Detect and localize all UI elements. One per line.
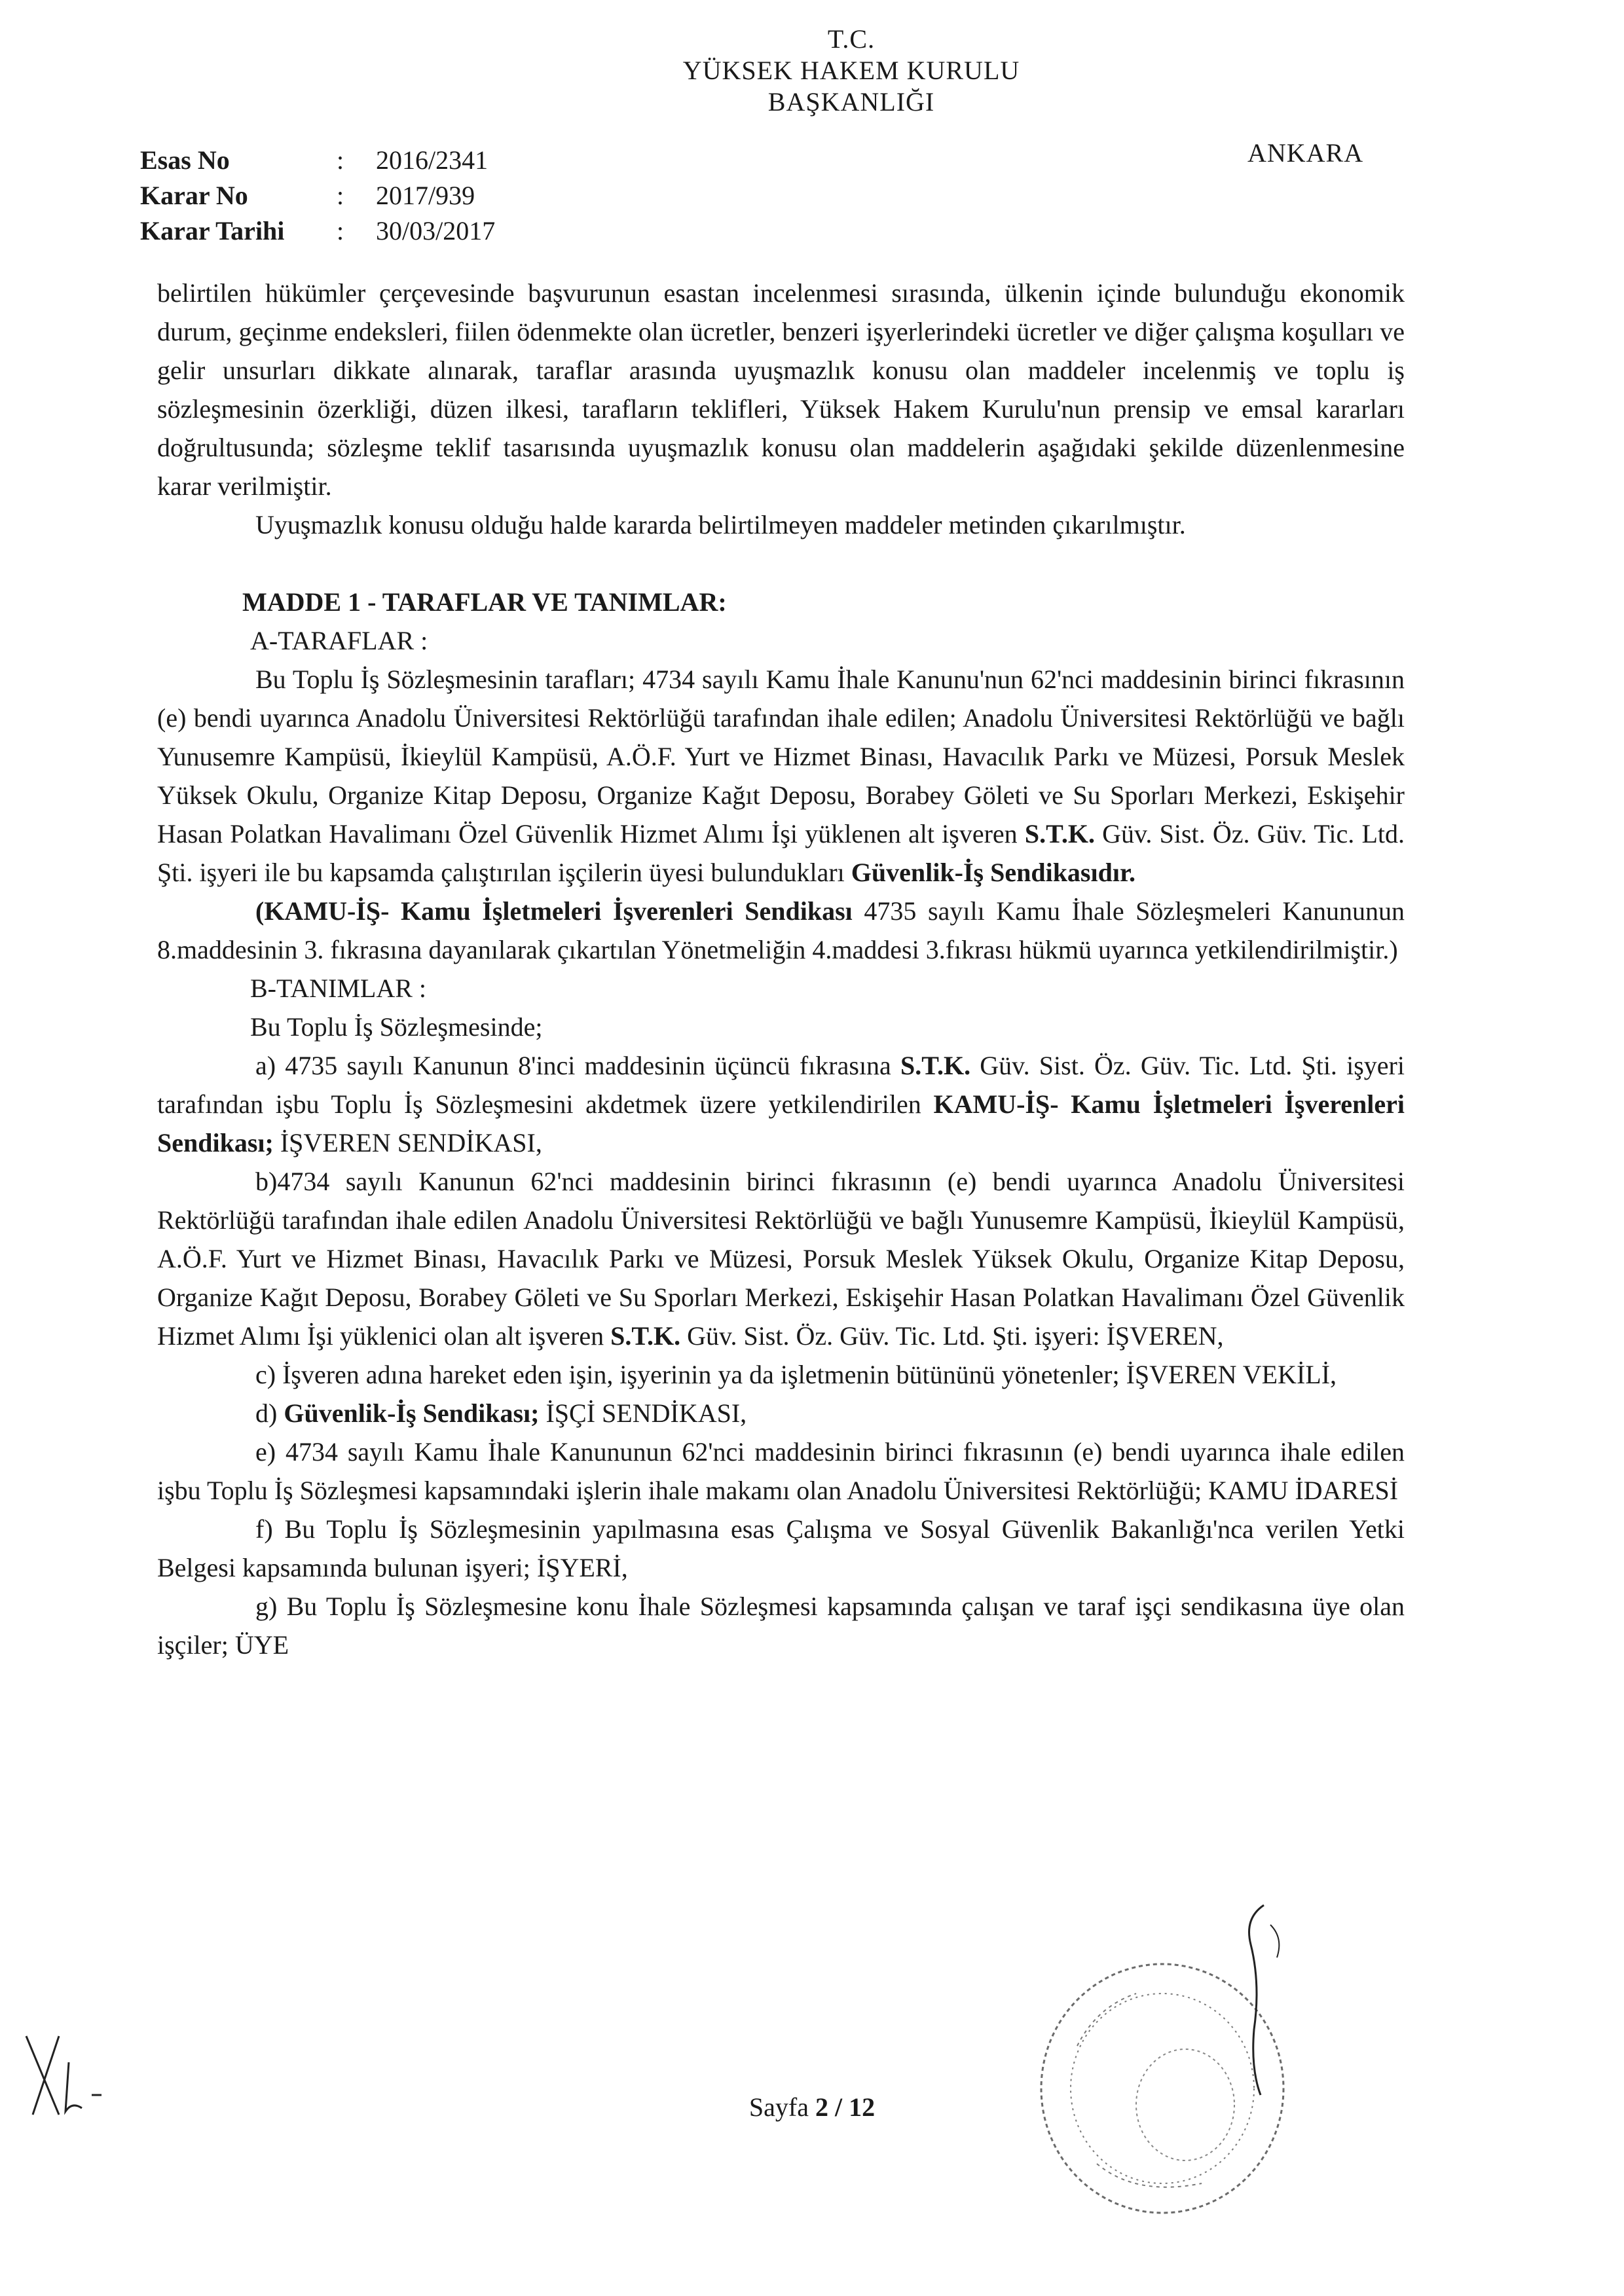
section-a-heading: A-TARAFLAR : xyxy=(250,626,428,655)
meta-row-karar xyxy=(140,178,495,213)
definition-c: c) İşveren adına hareket eden işin, işyerinin ya da işletmenin bütününü yönetenler; İŞVEREN VEKİLİ, xyxy=(255,1360,1337,1389)
definition-b-term: Güv. Sist. Öz. Güv. Tic. Ltd. Şti. işyeri: İŞVEREN, xyxy=(687,1321,1224,1351)
meta-colon: : xyxy=(337,181,344,210)
definitions-intro: Bu Toplu İş Sözleşmesinde; xyxy=(250,1012,543,1042)
definition-b xyxy=(157,1162,1405,1355)
definition-g: g) Bu Toplu İş Sözleşmesine konu İhale Sözleşmesi kapsamında çalışan ve taraf işçi sendikasına üye olan işçiler; ÜYE xyxy=(157,1592,1405,1660)
definition-a-text-2: Güv. Sist. Öz. Güv. Tic. Ltd. Şti. işyeri tarafından işbu Toplu İş Sözleşmesini akdetmek üzere yetkilendirilen xyxy=(157,1051,1405,1119)
employer-union-bold: (KAMU-İŞ- Kamu İşletmeleri İşverenleri Sendikası xyxy=(255,896,853,926)
article-heading: MADDE 1 - TARAFLAR VE TANIMLAR: xyxy=(242,587,727,617)
header-line-institution: YÜKSEK HAKEM KURULU xyxy=(682,56,1020,85)
document-body xyxy=(157,274,1405,1664)
meta-colon: : xyxy=(337,145,344,175)
definition-d-prefix: d) xyxy=(255,1398,278,1428)
union-name-bold: Güvenlik-İş Sendikası; xyxy=(284,1398,540,1428)
meta-row-esas xyxy=(140,143,495,178)
header-line-tc: T.C. xyxy=(827,24,876,54)
definition-d-term: İŞÇİ SENDİKASI, xyxy=(545,1398,747,1428)
section-b-heading: B-TANIMLAR : xyxy=(250,974,427,1003)
definition-b-text: b)4734 sayılı Kanunun 62'nci maddesinin birinci fıkrasının (e) bendi uyarınca Anadolu Üniversitesi Rektörlüğü tarafından ihale edilen Anadolu Üniversitesi Rektörlüğü ve bağlı Yunusemre Kampüsü, İkieylül Kampüsü, A.Ö.F. Yurt ve Hizmet Binası, Havacılık Parkı ve Müzesi, Porsuk Meslek Yüksek Okulu, Organize Kitap Deposu, Organize Kağıt Deposu, Borabey Göleti ve Su Sporları Merkezi, Eskişehir Hasan Polatkan Havalimanı Özel Güvenlik Hizmet Alımı İşi yüklenici olan alt işveren xyxy=(157,1167,1405,1351)
signature-mark-icon xyxy=(1225,1899,1297,2108)
tarih-label: Karar Tarihi xyxy=(140,216,285,246)
handwritten-signature-icon xyxy=(13,2023,105,2121)
stk-bold: S.T.K. xyxy=(900,1051,971,1080)
definition-e: e) 4734 sayılı Kamu İhale Kanununun 62'nci maddesinin birinci fıkrasının (e) bendi uyarınca ihale edilen işbu Toplu İş Sözleşmesi kapsamındaki işlerin ihale makamı olan Anadolu Üniversitesi Rektörlüğü; KAMU İDARESİ xyxy=(157,1437,1405,1505)
definition-a xyxy=(157,1046,1405,1162)
header-line-presidency: BAŞKANLIĞI xyxy=(767,87,935,117)
stk-bold: S.T.K. xyxy=(1024,819,1095,848)
employer-union-paragraph xyxy=(157,892,1405,969)
meta-colon: : xyxy=(337,216,344,246)
parties-paragraph xyxy=(157,660,1405,892)
definition-d xyxy=(157,1394,1405,1432)
case-meta xyxy=(140,143,495,249)
intro-paragraph: belirtilen hükümler çerçevesinde başvurunun esastan incelenmesi sırasında, ülkenin içinde bulunduğu ekonomik durum, geçinme endeksleri, fiilen ödenmekte olan ücretler, benzeri işyerlerindeki ücretler ve diğer çalışma koşulları ve gelir unsurları dikkate alınarak, taraflar arasında uyuşmazlık konusu olan maddeler incelenmiş ve toplu iş sözleşmesinin özerkliği, düzen ilkesi, tarafların teklifleri, Yüksek Hakem Kurulu'nun prensip ve emsal kararları doğrultusunda; sözleşme teklif tasarısında uyuşmazlık konusu olan maddelerin aşağıdaki şekilde düzenlenmesine karar verilmiştir. xyxy=(157,278,1405,501)
employer-union-text: 4735 sayılı Kamu İhale Sözleşmeleri Kanununun 8.maddesinin 3. fıkrasına dayanılarak çıkartılan Yönetmeliğin 4.maddesi 3.fıkrası hükmü uyarınca yetkilendirilmiştir.) xyxy=(157,896,1405,964)
definition-a-term: İŞVEREN SENDİKASI, xyxy=(280,1128,542,1157)
esas-label: Esas No xyxy=(140,145,230,175)
esas-value: 2016/2341 xyxy=(376,145,489,175)
parties-text: Bu Toplu İş Sözleşmesinin tarafları; 4734 sayılı Kamu İhale Kanunu'nun 62'nci maddesinin birinci fıkrasının (e) bendi uyarınca Anadolu Üniversitesi Rektörlüğü tarafından ihale edilen; Anadolu Üniversitesi Rektörlüğü ve bağlı Yunusemre Kampüsü, İkieylül Kampüsü, A.Ö.F. Yurt ve Hizmet Binası, Havacılık Parkı ve Müzesi, Porsuk Meslek Yüksek Okulu, Organize Kitap Deposu, Organize Kağıt Deposu, Borabey Göleti ve Su Sporları Merkezi, Eskişehir Hasan Polatkan Havalimanı Özel Güvenlik Hizmet Alımı İşi yüklenen alt işveren xyxy=(157,665,1405,848)
page-label: Sayfa xyxy=(748,2092,809,2122)
parties-text-mid: Güv. Sist. Öz. Güv. Tic. Ltd. Şti. işyeri ile bu kapsamda çalıştırılan işçilerin üyesi bulundukları xyxy=(157,819,1405,887)
header-city: ANKARA xyxy=(1247,138,1364,168)
page-number: 2 / 12 xyxy=(815,2092,876,2122)
karar-label: Karar No xyxy=(140,181,248,210)
document-header xyxy=(0,24,1624,118)
karar-value: 2017/939 xyxy=(376,181,475,210)
stk-bold: S.T.K. xyxy=(610,1321,681,1351)
meta-row-tarih xyxy=(140,213,495,249)
definition-f: f) Bu Toplu İş Sözleşmesinin yapılmasına esas Çalışma ve Sosyal Güvenlik Bakanlığı'nca verilen Yetki Belgesi kapsamında bulunan işyeri; İŞYERİ, xyxy=(157,1514,1405,1582)
page-footer xyxy=(0,2092,1624,2123)
definition-a-text: a) 4735 sayılı Kanunun 8'inci maddesinin üçüncü fıkrasına xyxy=(255,1051,891,1080)
union-name-bold: Güvenlik-İş Sendikasıdır. xyxy=(851,858,1136,887)
employer-union-bold: KAMU-İŞ- Kamu İşletmeleri İşverenleri Sendikası; xyxy=(157,1089,1405,1157)
removed-items-paragraph: Uyuşmazlık konusu olduğu halde kararda belirtilmeyen maddeler metinden çıkarılmıştır. xyxy=(255,510,1186,539)
tarih-value: 30/03/2017 xyxy=(376,216,496,246)
